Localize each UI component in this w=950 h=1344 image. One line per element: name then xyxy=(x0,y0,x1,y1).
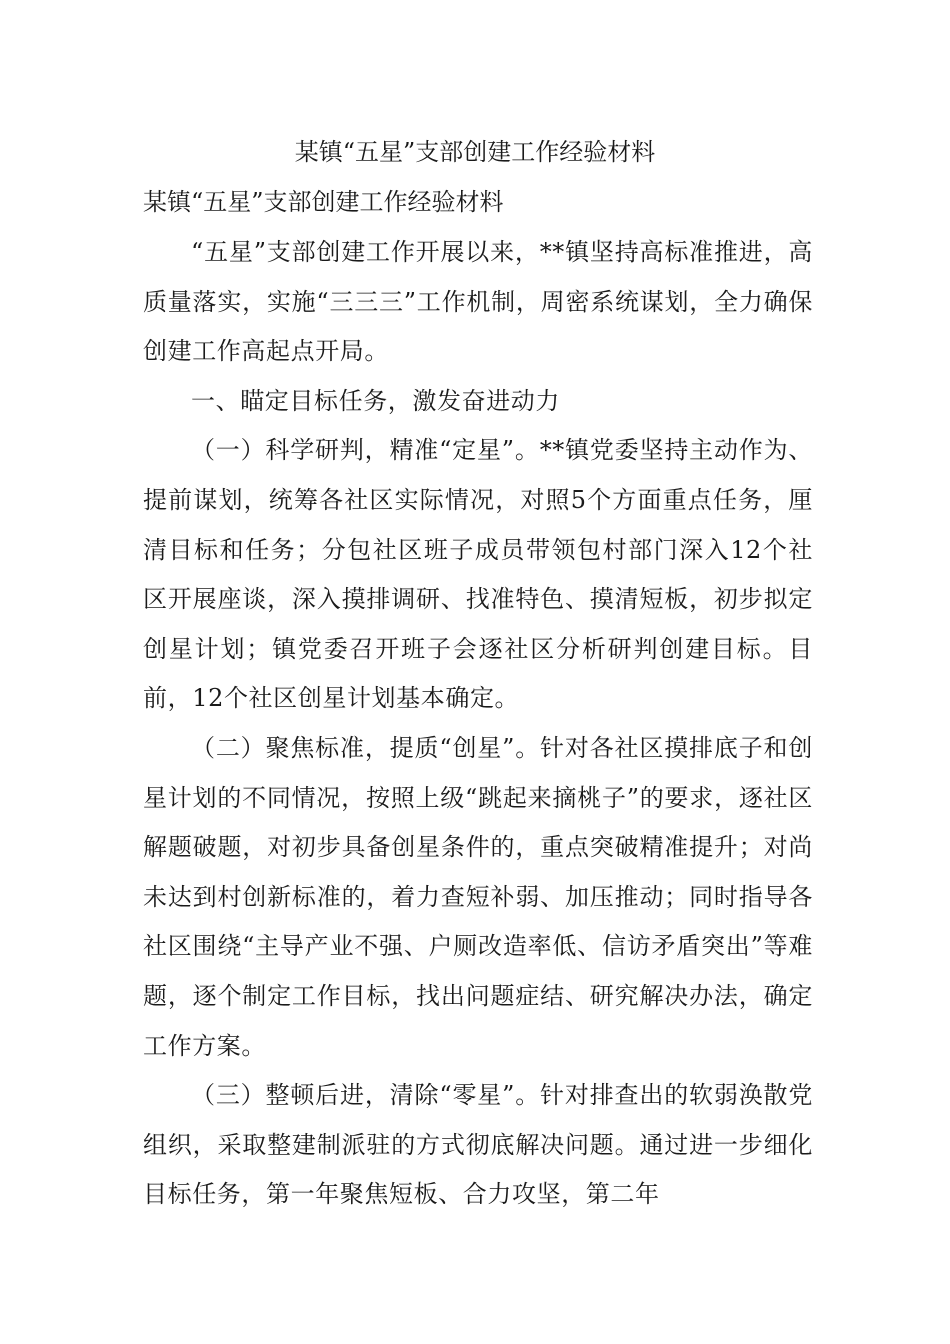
paragraph-3: （三）整顿后进，清除“零星”。针对排查出的软弱涣散党组织，采取整建制派驻的方式彻底解决问题。通过进一步细化目标任务，第一年聚焦短板、合力攻坚，第二年 xyxy=(143,1081,813,1209)
document-subtitle: 某镇“五星”支部创建工作经验材料 xyxy=(143,188,504,216)
document-title: 某镇“五星”支部创建工作经验材料 xyxy=(294,138,656,166)
paragraph-1: （一）科学研判，精准“定星”。**镇党委坚持主动作为、提前谋划，统筹各社区实际情况，对照5个方面重点任务，厘清目标和任务；分包社区班子成员带领包村部门深入12个社区开展座谈，深入摸排调研、找准特色、摸清短板，初步拟定创星计划；镇党委召开班子会逐社区分析研判创建目标。目前，12个社区创星计划基本确定。 xyxy=(143,436,813,713)
paragraph-2: （二）聚焦标准，提质“创星”。针对各社区摸排底子和创星计划的不同情况，按照上级“跳起来摘桃子”的要求，逐社区解题破题，对初步具备创星条件的，重点突破精准提升；对尚未达到村创新标准的，着力查短补弱、加压推动；同时指导各社区围绕“主导产业不强、户厕改造率低、信访矛盾突出”等难题，逐个制定工作目标，找出问题症结、研究解决办法，确定工作方案。 xyxy=(143,733,813,1060)
paragraph-intro: “五星”支部创建工作开展以来，**镇坚持高标准推进，高质量落实，实施“三三三”工作机制，周密系统谋划，全力确保创建工作高起点开局。 xyxy=(143,238,813,366)
section-heading-1: 一、瞄定目标任务，激发奋进动力 xyxy=(191,386,560,415)
document-body xyxy=(143,228,813,1220)
